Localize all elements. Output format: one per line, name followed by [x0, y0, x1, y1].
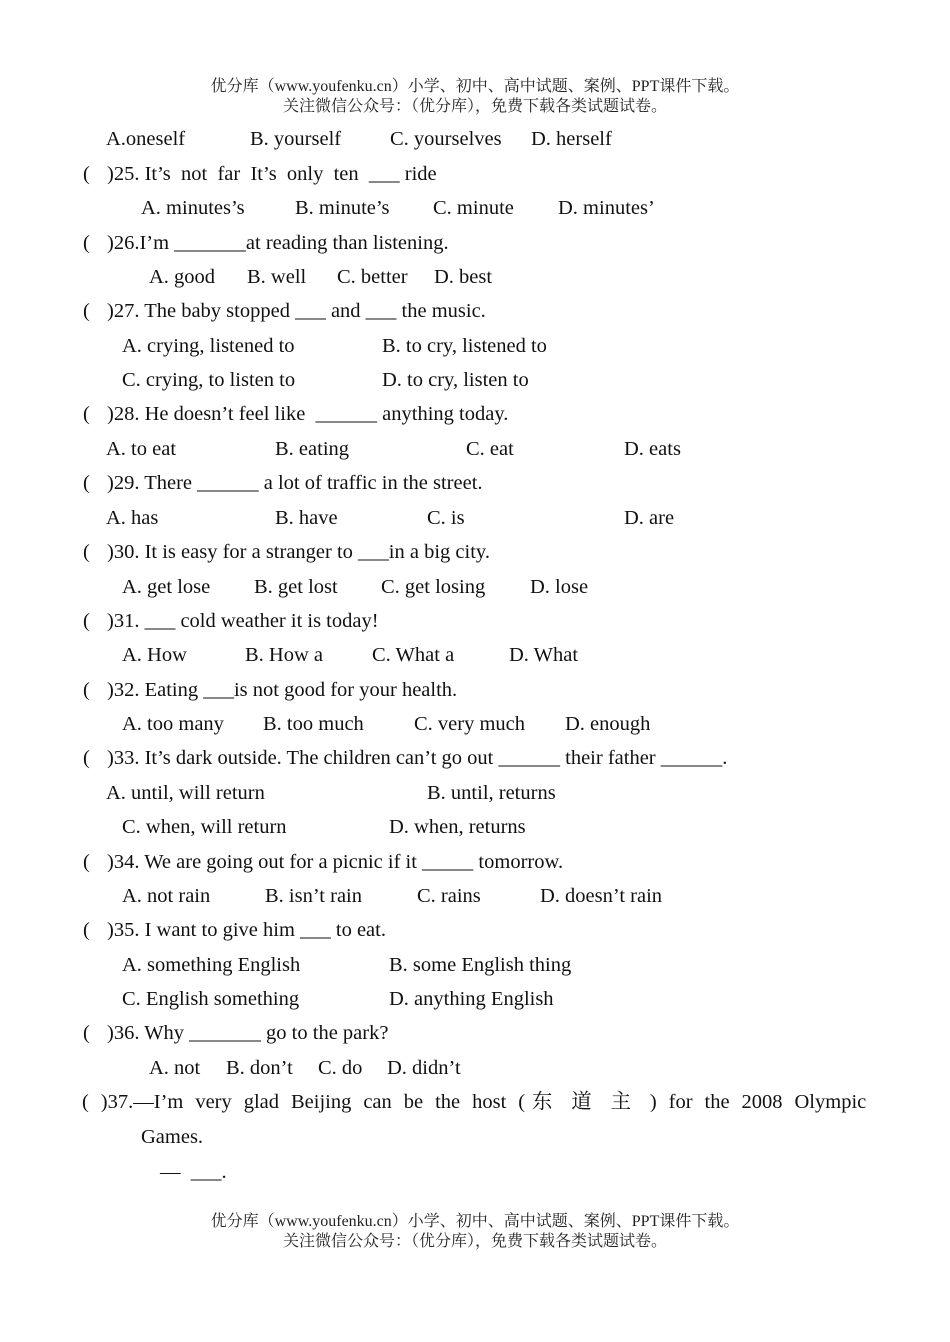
q26-option-a: A. good	[149, 266, 216, 288]
q25-answer-paren: (	[83, 163, 90, 185]
q37-word: be	[403, 1091, 424, 1113]
q31-option-d: D. What	[509, 644, 579, 666]
q34-answer-paren: (	[83, 851, 90, 873]
q37-answer-paren: (	[82, 1091, 89, 1113]
q37-word: )	[649, 1091, 657, 1113]
q35-option-b: B. some English thing	[389, 954, 572, 976]
q34-option-c: C. rains	[417, 885, 481, 907]
q32-option-c: C. very much	[414, 713, 526, 735]
q33-stem: )33. It’s dark outside. The children can’t go out ______ their father ______.	[107, 747, 728, 769]
q37-word: can	[363, 1091, 392, 1113]
q32-option-d: D. enough	[565, 713, 651, 735]
q33-option-a: A. until, will return	[106, 782, 265, 804]
q37-word: Olympic	[794, 1091, 867, 1113]
q27-option-b: B. to cry, listened to	[382, 335, 547, 357]
q32-option-b: B. too much	[263, 713, 364, 735]
q25-option-c: C. minute	[433, 197, 514, 219]
q28-option-b: B. eating	[275, 438, 350, 460]
q27-option-a: A. crying, listened to	[122, 335, 295, 357]
q37-word: very	[195, 1091, 232, 1113]
q29-stem: )29. There ______ a lot of traffic in the street.	[107, 472, 483, 494]
q30-stem: )30. It is easy for a stranger to ___in a big city.	[107, 541, 490, 563]
q37-stem-line-2: Games.	[141, 1126, 204, 1148]
q30-option-b: B. get lost	[254, 576, 338, 598]
q25-stem: )25. It’s not far It’s only ten ___ ride	[107, 163, 437, 185]
q31-option-c: C. What a	[372, 644, 455, 666]
q33-option-c: C. when, will return	[122, 816, 287, 838]
q27-stem: )27. The baby stopped ___ and ___ the music.	[107, 300, 486, 322]
q34-option-a: A. not rain	[122, 885, 211, 907]
q37-word: 2008	[741, 1091, 783, 1113]
q29-option-d: D. are	[624, 507, 675, 529]
q37-answer-line: — ___.	[160, 1161, 227, 1183]
q37-word: for	[668, 1091, 693, 1113]
q37-word: the	[435, 1091, 461, 1113]
q26-answer-paren: (	[83, 232, 90, 254]
q32-answer-paren: (	[83, 679, 90, 701]
q29-answer-paren: (	[83, 472, 90, 494]
q26-stem: )26.I’m _______at reading than listening.	[107, 232, 449, 254]
q37-stem-line-1	[82, 1090, 866, 1114]
q27-option-d: D. to cry, listen to	[382, 369, 529, 391]
q24-option-c: C. yourselves	[390, 128, 502, 150]
q30-option-c: C. get losing	[381, 576, 486, 598]
q32-option-a: A. too many	[122, 713, 224, 735]
q35-answer-paren: (	[83, 919, 90, 941]
q29-option-a: A. has	[106, 507, 159, 529]
q34-option-d: D. doesn’t rain	[540, 885, 663, 907]
q37-word: 主	[610, 1091, 638, 1113]
q27-answer-paren: (	[83, 300, 90, 322]
q24-option-b: B. yourself	[250, 128, 342, 150]
page-header-line-1: 优分库（www.youfenku.cn）小学、初中、高中试题、案例、PPT课件下载。	[210, 78, 740, 95]
q36-option-a: A. not	[149, 1057, 201, 1079]
q35-option-c: C. English something	[122, 988, 300, 1010]
q27-option-c: C. crying, to listen to	[122, 369, 296, 391]
page-header-line-2: 关注微信公众号：（优分库），免费下载各类试题试卷。	[282, 98, 667, 115]
q30-option-d: D. lose	[530, 576, 589, 598]
q25-option-a: A. minutes’s	[141, 197, 245, 219]
q35-option-a: A. something English	[122, 954, 301, 976]
q25-option-b: B. minute’s	[295, 197, 390, 219]
q32-stem: )32. Eating ___is not good for your health.	[107, 679, 458, 701]
q37-word: the	[704, 1091, 730, 1113]
q28-option-c: C. eat	[466, 438, 514, 460]
q33-option-b: B. until, returns	[427, 782, 556, 804]
q30-option-a: A. get lose	[122, 576, 211, 598]
q36-option-d: D. didn’t	[387, 1057, 461, 1079]
q31-answer-paren: (	[83, 610, 90, 632]
q24-option-a: A.oneself	[106, 128, 186, 150]
q24-option-d: D. herself	[531, 128, 612, 150]
q31-option-b: B. How a	[245, 644, 324, 666]
q36-option-c: C. do	[318, 1057, 363, 1079]
q29-option-c: C. is	[427, 507, 465, 529]
q28-answer-paren: (	[83, 403, 90, 425]
q34-stem: )34. We are going out for a picnic if it _____ tomorrow.	[107, 851, 564, 873]
q37-word: 道	[571, 1091, 599, 1113]
q33-option-d: D. when, returns	[389, 816, 526, 838]
q31-option-a: A. How	[122, 644, 187, 666]
q28-option-d: D. eats	[624, 438, 681, 460]
q35-option-d: D. anything English	[389, 988, 554, 1010]
page-footer-line-1: 优分库（www.youfenku.cn）小学、初中、高中试题、案例、PPT课件下载。	[210, 1213, 740, 1230]
q37-word: (东	[518, 1091, 560, 1113]
q26-option-b: B. well	[247, 266, 307, 288]
q36-answer-paren: (	[83, 1022, 90, 1044]
q35-stem: )35. I want to give him ___ to eat.	[107, 919, 386, 941]
q26-option-c: C. better	[337, 266, 408, 288]
q26-option-d: D. best	[434, 266, 493, 288]
page-footer-line-2: 关注微信公众号：（优分库），免费下载各类试题试卷。	[282, 1233, 667, 1250]
q31-stem: )31. ___ cold weather it is today!	[107, 610, 379, 632]
q37-word: glad	[243, 1091, 280, 1113]
q28-option-a: A. to eat	[106, 438, 177, 460]
q37-word: )37.—I’m	[100, 1091, 184, 1113]
q34-option-b: B. isn’t rain	[265, 885, 362, 907]
q37-word: Beijing	[291, 1091, 352, 1113]
q28-stem: )28. He doesn’t feel like ______ anything today.	[107, 403, 509, 425]
q37-word: host	[472, 1091, 507, 1113]
q29-option-b: B. have	[275, 507, 338, 529]
q30-answer-paren: (	[83, 541, 90, 563]
q33-answer-paren: (	[83, 747, 90, 769]
q25-option-d: D. minutes’	[558, 197, 655, 219]
q36-stem: )36. Why _______ go to the park?	[107, 1022, 389, 1044]
q36-option-b: B. don’t	[226, 1057, 293, 1079]
